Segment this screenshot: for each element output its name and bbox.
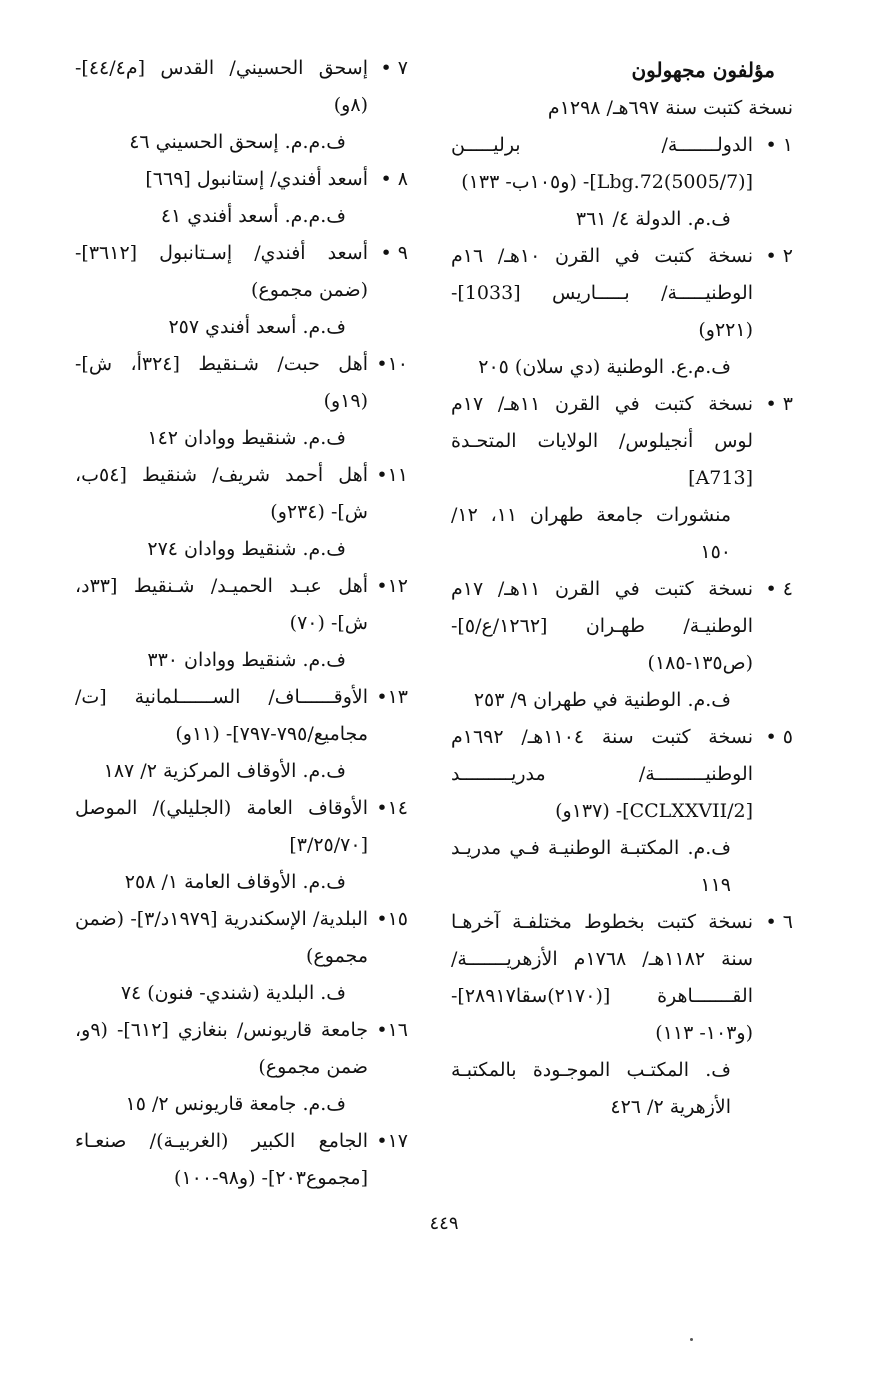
entry-text: أسعد أفندي/ إسـتانبول [٣٦١٢]- (ضمن مجموع)	[75, 242, 368, 301]
manuscript-entry	[451, 904, 793, 1126]
entry-text: نسخة كتبت سنة ١١٠٤هـ/ ١٦٩٢م الوطنيـــــــــة/ مدريـــــــــد [CCLXXVII/2]- (١٣٧و)	[451, 726, 753, 822]
page-number: ٤٤٩	[429, 1213, 459, 1234]
entry-text: إسحق الحسيني/ القدس [م٤٤/٤]- (٨و)	[75, 57, 368, 116]
entry-text: أهل حبت/ شـنقيط [٣٢٤أ، ش]- (١٩و)	[75, 353, 368, 412]
entry-text: الدولـــــــة/ برليـــــن [(5005/7)Lbg.72]- (و١٠٥ب- ١٣٣)	[451, 134, 753, 193]
entry-number: ١٢•	[376, 575, 408, 597]
manuscript-entry	[75, 50, 408, 161]
entry-number: ١١•	[376, 464, 408, 486]
manuscript-entry	[75, 235, 408, 346]
entry-text: نسخة كتبت في القرن ١٠هـ/ ١٦م الوطنيـــــة/ بـــــاريس [1033]- (٢٢١و)	[451, 245, 753, 341]
catalog-reference: ف.م. شنقيط ووادان ١٤٢	[147, 427, 346, 449]
catalog-reference: ف.م. جامعة قاريونس ٢/ ١٥	[125, 1093, 346, 1115]
catalog-reference: ف.م. شنقيط ووادان ٣٣٠	[147, 649, 346, 671]
entry-number: ٣ •	[765, 393, 793, 415]
entry-number: ٨ •	[380, 168, 408, 190]
entry-number: ٦ •	[765, 911, 793, 933]
entry-number: ٩ •	[380, 242, 408, 264]
manuscript-entry	[75, 457, 408, 568]
entry-text: الأوقــــــاف/ الســــــلمانية [ت/مجاميع/٧٩٥-٧٩٧]- (١١و)	[75, 686, 368, 745]
entry-number: ٧ •	[380, 57, 408, 79]
manuscript-entry	[451, 386, 793, 571]
entry-number: ١٦•	[376, 1019, 408, 1041]
entry-number: ١٠•	[376, 353, 408, 375]
entry-number: ١٤•	[376, 797, 408, 819]
scan-speck	[690, 1338, 693, 1341]
catalog-reference: ف.م.ع. الوطنية (دي سلان) ٢٠٥	[478, 356, 731, 378]
entry-number: ١ •	[765, 134, 793, 156]
entry-text: الجامع الكبير (الغربيـة)/ صنعـاء [مجموع٢٠٣]- (و٩٨-١٠٠)	[75, 1130, 368, 1189]
manuscript-entry	[75, 1123, 408, 1197]
entry-text: جامعة قاريونس/ بنغازي [٦١٢]- (٩و، ضمن مجموع)	[75, 1019, 368, 1078]
entry-text: أسعد أفندي/ إستانبول [٦٦٩]	[145, 168, 368, 190]
entry-number: ٢ •	[765, 245, 793, 267]
right-column	[451, 50, 793, 1126]
entry-text: أهل عبـد الحميـد/ شـنقيط [٣٣د، ش]- (٧٠)	[75, 575, 368, 634]
copy-date-line: نسخة كتبت سنة ٦٩٧هـ/ ١٢٩٨م	[547, 97, 793, 119]
entry-text: أهل أحمد شريف/ شنقيط [٥٤ب، ش]- (٢٣٤و)	[75, 464, 368, 523]
catalog-reference: ف. المكتـب الموجـودة بالمكتبـة الأزهرية ٢/ ٤٢٦	[451, 1059, 731, 1118]
catalog-reference: ف.م. أسعد أفندي ٢٥٧	[168, 316, 346, 338]
catalog-reference: ف.م.م. أسعد أفندي ٤١	[160, 205, 346, 227]
manuscript-entry	[451, 571, 793, 719]
entry-text: نسخة كتبت في القرن ١١هـ/ ١٧م الوطنيـة/ طهـران [١٢٦٢/ع/٥]- (ص١٣٥-١٨٥)	[451, 578, 753, 674]
entry-text: الأوقاف العامة (الجليلي)/ الموصل [٣/٢٥/٧٠]	[75, 797, 368, 856]
manuscript-entry	[75, 1012, 408, 1123]
entry-number: ١٣•	[376, 686, 408, 708]
catalog-reference: ف.م. الدولة ٤/ ٣٦١	[575, 208, 731, 230]
entry-text: البلدية/ الإسكندرية [١٩٧٩د/٣]- (ضمن مجموع)	[75, 908, 368, 967]
catalog-reference: ف.م. الأوقاف المركزية ٢/ ١٨٧	[103, 760, 346, 782]
manuscript-entry	[451, 719, 793, 904]
entry-number: ١٥•	[376, 908, 408, 930]
catalog-reference: ف.م. الوطنية في طهران ٩/ ٢٥٣	[473, 689, 731, 711]
entry-text: نسخة كتبت في القرن ١١هـ/ ١٧م لوس أنجيلوس/ الولايات المتحـدة [A713]	[451, 393, 753, 489]
catalog-reference: ف.م. شنقيط ووادان ٢٧٤	[147, 538, 346, 560]
catalog-reference: ف.م. المكتبـة الوطنيـة فـي مدريـد ١١٩	[451, 837, 731, 896]
entry-number: ٤ •	[765, 578, 793, 600]
left-column	[75, 50, 408, 1197]
catalog-reference: منشورات جامعة طهران ١١، ١٢/ ١٥٠	[451, 504, 732, 563]
manuscript-entry	[75, 346, 408, 457]
manuscript-entry	[75, 790, 408, 901]
entry-text: نسخة كتبت بخطوط مختلفـة آخرهـا سنة ١١٨٢هـ/ ١٧٦٨م الأزهريـــــــة/ القـــــــاهرة [(٢١٧٠)سقا٢٨٩١٧]- (و١٠٣- ١١٣)	[451, 911, 753, 1044]
section-heading: مؤلفون مجهولون	[631, 58, 775, 82]
entry-number: ١٧•	[376, 1130, 408, 1152]
entry-number: ٥ •	[765, 726, 793, 748]
manuscript-entry	[75, 568, 408, 679]
manuscript-entry	[75, 161, 408, 235]
manuscript-entry	[451, 238, 793, 386]
manuscript-entry	[75, 679, 408, 790]
catalog-reference: ف.م. الأوقاف العامة ١/ ٢٥٨	[124, 871, 346, 893]
manuscript-entry	[75, 901, 408, 1012]
manuscript-entry	[451, 127, 793, 238]
catalog-reference: ف.م.م. إسحق الحسيني ٤٦	[129, 131, 346, 153]
catalog-reference: ف. البلدية (شندي- فنون) ٧٤	[120, 982, 346, 1004]
